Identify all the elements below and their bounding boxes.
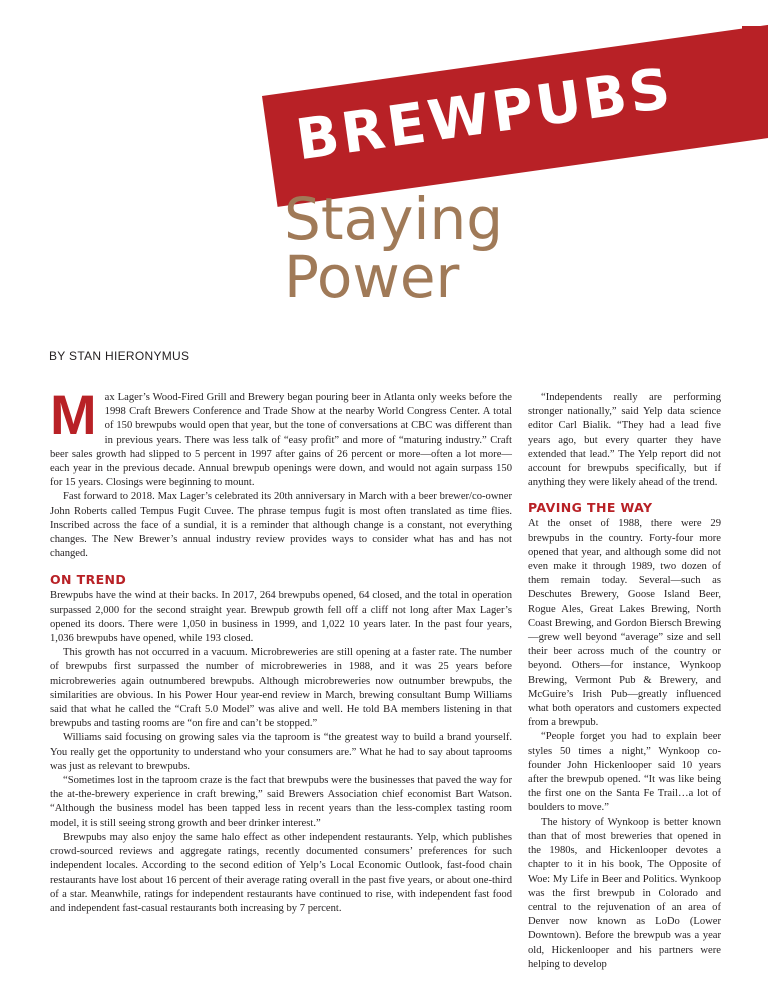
right-column [528, 391, 721, 972]
opening-paragraph-block [50, 383, 512, 490]
section-heading-on-trend: ON TREND [50, 572, 127, 588]
paragraph-3: Brewpubs have the wind at their backs. In 2017, 264 brewpubs opened, 64 closed, and the total in operation surpassed 2,000 for the second straight year. Brewpub growth fell off a cliff not long after Max Lager’s opened its doors. There were 1,050 in business in 1999, and 1,022 10 years later. In the past four years, 1,036 brewpubs have opened, while 193 closed. [50, 590, 512, 645]
paragraph-5: Williams said focusing on growing sales via the taproom is “the greatest way to build a brand yourself. You really get the opportunity to understand who your consumers are.” What he had to say about taprooms was just as relevant to brewpubs. [50, 732, 512, 772]
right-paragraph-1: “Independents really are performing stronger nationally,” said Yelp data science editor Carl Bialik. “They had a lead five years ago, but every quarter they have extended that lead.” The Yelp report did not account for brewpubs specifically, but if anything they were likely ahead of the trend. [528, 392, 721, 489]
left-column [50, 383, 512, 916]
subtitle-line-1: Staying [284, 185, 504, 253]
article-subtitle [284, 185, 504, 311]
title-banner [262, 18, 768, 207]
section-heading-paving-the-way: PAVING THE WAY [528, 500, 653, 516]
paragraph-4: This growth has not occurred in a vacuum. Microbreweries are still opening at a faster rate. The number of brewpubs first surpassed the number of microbreweries in 1988, and it was 25 years before microbreweries again outnumbered brewpubs. Although microbreweries now outnumber brewpubs, the similarities are obvious. In his Power Hour year-end review in March, brewing consultant Bump Williams said that what he called the “Craft 5.0 Model” was alive and well. He told BA members listening in that brewpubs and tasting rooms are “on fire and can’t be stopped.” [50, 647, 512, 730]
right-paragraph-4: The history of Wynkoop is better known than that of most breweries that opened in the 1980s, and Hickenlooper devotes a chapter to it in his book, The Opposite of Woe: My Life in Beer and Politics. Wynkoop was the first brewpub in Colorado and central to the rejuvenation of an area of Denver now known as LoDo (Lower Downtown). Before the brewpub was a year old, Hickenlooper and his partners were helping to develop [528, 816, 721, 970]
paragraph-2: Fast forward to 2018. Max Lager’s celebrated its 20th anniversary in March with a beer brewer/co-owner John Roberts called Tempus Fugit Cuvee. The phrase tempus fugit is most often translated as time flies. Inscribed across the face of a sundial, it is a reminder that although change is a constant, not everything changes. The New Brewer’s annual industry review provides ways to consider what has and has not changed. [50, 491, 512, 560]
drop-cap: M [50, 383, 97, 446]
subtitle-line-2: Power [284, 243, 460, 311]
paragraph-6: “Sometimes lost in the taproom craze is the fact that brewpubs were the businesses that paved the way for the at-the-brewery experience in craft brewing,” said Brewers Association chief economist Bart Watson. “Although the business model has been tapped less in recent years than the less-complex tasting room model, it is still seeing strong growth and beer drinker interest.” [50, 775, 512, 829]
paragraph-7: Brewpubs may also enjoy the same halo effect as other independent restaurants. Yelp, which publishes crowd-sourced reviews and aggregate ratings, recently documented consumers’ preferences for such independent locales. According to the second edition of Yelp’s Local Economic Outlook, fast-food chain restaurants have lost about 16 percent of their average rating overall in the past five years, or about one-third of a star. Meanwhile, ratings for independent restaurants have continued to rise, with independent fast food and independent fast-casual restaurants both increasing by 7 percent. [50, 831, 512, 914]
paragraph-1: ax Lager’s Wood-Fired Grill and Brewery began pouring beer in Atlanta only weeks before the 1998 Craft Brewers Conference and Trade Show at the nearby World Congress Center. A total of 150 brewpubs would open that year, but the tone of conversations at CBC was different than in previous years. There was less talk of “easy profit” and more of “maturing industry.” Craft beer sales growth had slipped to 5 percent in 1997 after gains of 26 percent or more—often a lot more—each year in the previous decade. Annual brewpub openings were down, and would not again surpass 150 for 15 years. Closings were beginning to mount. [50, 392, 512, 489]
byline: BY STAN HIERONYMUS [49, 349, 190, 363]
article-title: BREWPUBS [292, 56, 677, 174]
right-paragraph-3: “People forget you had to explain beer styles 50 times a night,” Wynkoop co-founder John Hickenlooper said 10 years after the brewpub opened. “It was like being the first one on the Santa Fe Trail…a lot of boulders to move.” [528, 731, 721, 814]
right-paragraph-2: At the onset of 1988, there were 29 brewpubs in the country. Forty-four more opened that year, and although some did not even make it through 1989, two dozen of them remain today. Several—such as Deschutes Brewery, Goose Island Beer, Rogue Ales, Great Lakes Brewing, North Coast Brewing, and Gordon Biersch Brewing—grew well beyond “average” size and sell their beer across much of the country or beyond. Others—for instance, Wynkoop Brewing, Vermont Pub & Brewery, and McGuire’s Irish Pub—greatly influenced what both operators and customers expected from a brewpub. [528, 518, 722, 729]
